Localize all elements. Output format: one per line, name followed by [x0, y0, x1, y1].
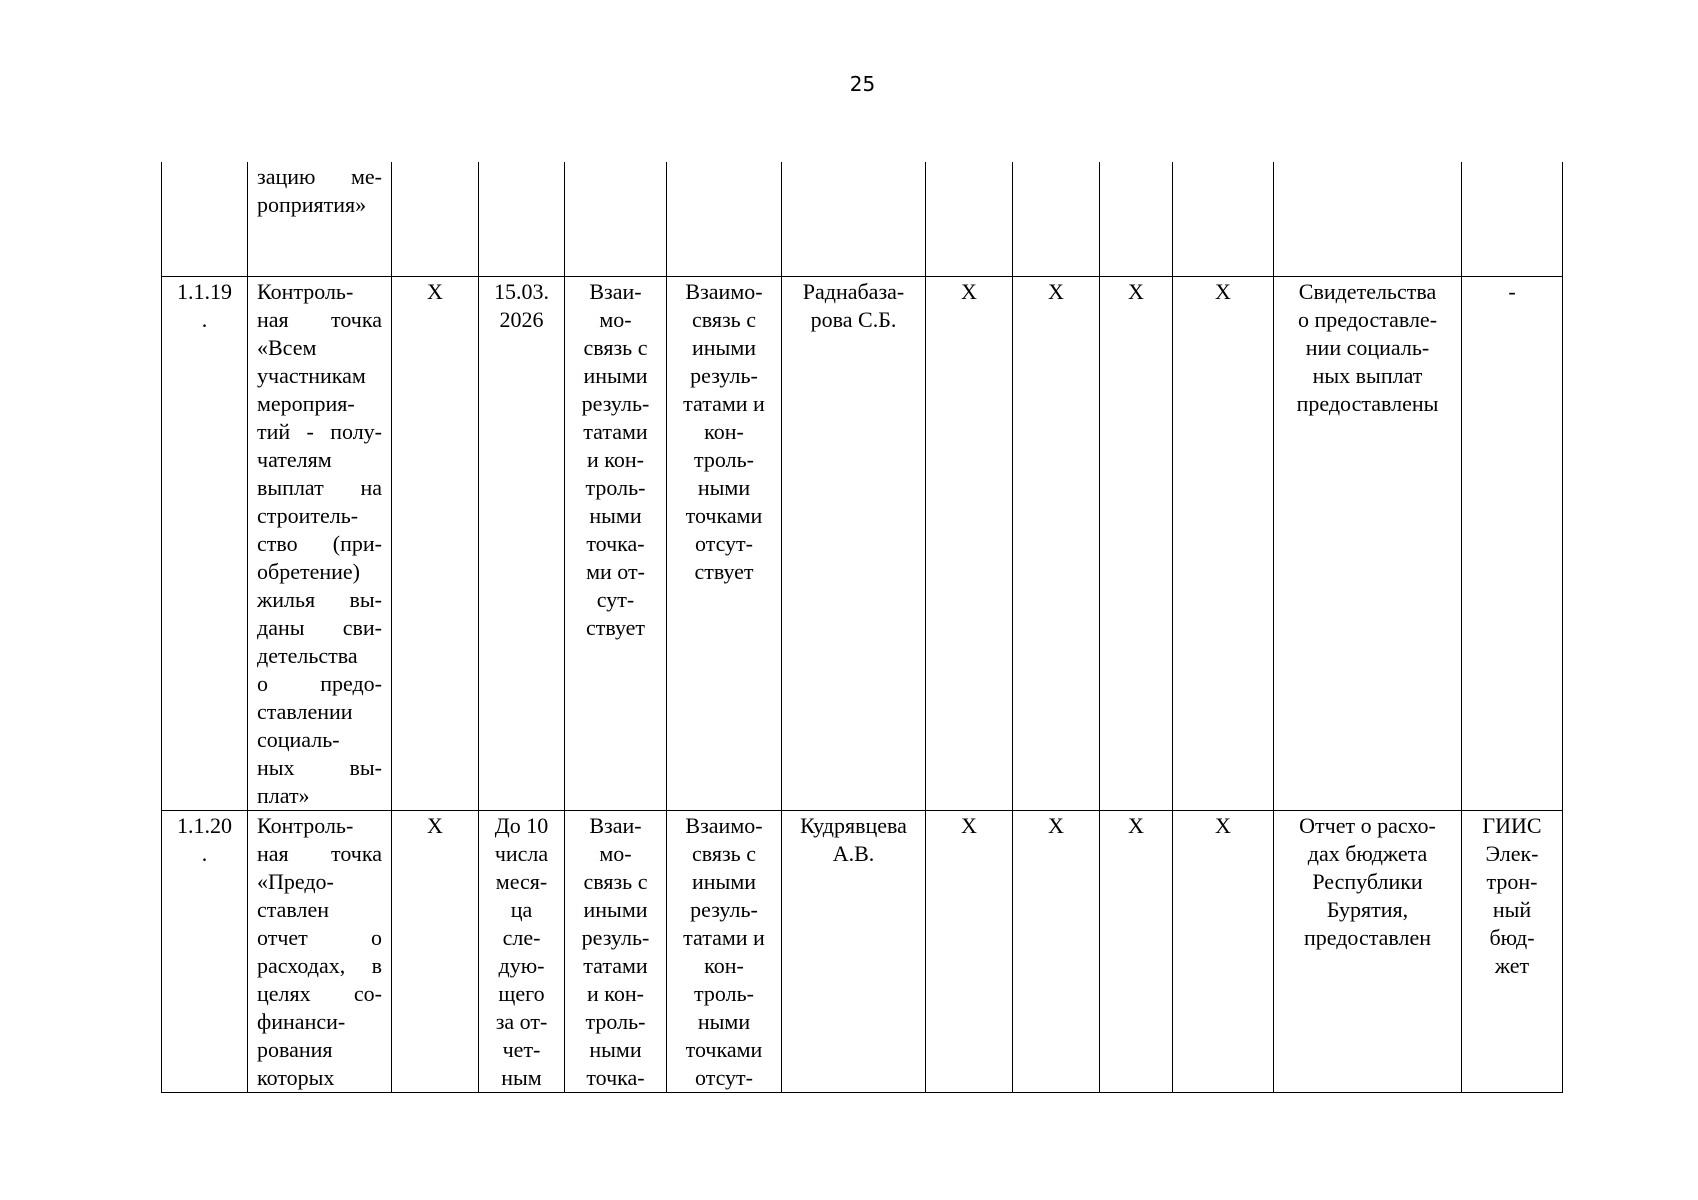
page-number: 25 [849, 72, 876, 96]
cell-link-1 [565, 162, 667, 276]
cell-responsible [782, 276, 926, 810]
cell-link-1-text: Взаи- мо- связь с иными резуль- татами и кон- троль- ными точка- [581, 812, 650, 1090]
table-row [162, 810, 1563, 1092]
name-line: о предо- [257, 670, 382, 696]
name-line: жилья вы- [257, 586, 382, 612]
cell-col10-text: X [1128, 278, 1144, 304]
cell-link-1 [565, 810, 667, 1092]
cell-col8 [926, 162, 1013, 276]
document-table [161, 162, 1563, 1093]
name-line: «Предо- [257, 868, 334, 894]
cell-number-text: 1.1.20 . [177, 812, 232, 866]
cell-col9-text: X [1048, 812, 1064, 838]
cell-result [1274, 810, 1462, 1092]
cell-date [479, 276, 565, 810]
name-line: социаль- [257, 726, 340, 752]
name-line: Контроль- [257, 812, 354, 838]
cell-col8 [926, 276, 1013, 810]
cell-col3 [392, 276, 479, 810]
cell-col8 [926, 810, 1013, 1092]
cell-date [479, 162, 565, 276]
name-line: ных вы- [257, 754, 382, 780]
cell-col11 [1173, 276, 1274, 810]
cell-responsible-text: Кудрявцева А.В. [800, 812, 907, 866]
cell-col8-text: X [961, 278, 977, 304]
cell-link-2-text: Взаимо- связь с иными резуль- татами и кон- троль- ными точками отсут- ствует [683, 278, 765, 584]
cell-date [479, 810, 565, 1092]
cell-col11-text: X [1215, 278, 1231, 304]
name-line: финанси- [257, 1008, 346, 1034]
cell-col9 [1013, 162, 1100, 276]
cell-result [1274, 162, 1462, 276]
cell-responsible-text: Раднабаза- рова С.Б. [802, 278, 905, 332]
cell-number-text: 1.1.19 . [177, 278, 232, 332]
name-line: которых [257, 1064, 335, 1090]
cell-system [1462, 162, 1563, 276]
cell-col10-text: X [1128, 812, 1144, 838]
cell-col11-text: X [1215, 812, 1231, 838]
cell-col3 [392, 162, 479, 276]
cell-system-text: - [1508, 278, 1516, 304]
cell-col11 [1173, 162, 1274, 276]
cell-col9 [1013, 276, 1100, 810]
cell-result-text: Свидетельства о предоставле- нии социаль- ных выплат предоставлены [1296, 278, 1439, 416]
name-line: «Всем [257, 334, 317, 360]
name-line: ставлен [257, 896, 330, 922]
cell-col10 [1100, 276, 1173, 810]
name-line: Контроль- [257, 278, 354, 304]
name-line: мероприя- [257, 390, 355, 416]
name-line: ство (при- [257, 530, 382, 556]
cell-col10 [1100, 810, 1173, 1092]
name-line: чателям [257, 446, 332, 472]
cell-responsible [782, 810, 926, 1092]
cell-link-2 [667, 162, 782, 276]
cell-col11 [1173, 810, 1274, 1092]
cell-date-text: До 10 числа меся- ца сле- дую- щего за от- чет- ным [494, 812, 549, 1090]
cell-link-1 [565, 276, 667, 810]
name-line: отчет о [257, 924, 382, 950]
name-line: ставлении [257, 698, 353, 724]
cell-date-text: 15.03. 2026 [494, 278, 549, 332]
cell-col8-text: X [961, 812, 977, 838]
cell-result-text: Отчет о расхо- дах бюджета Республики Бурятия, предоставлен [1299, 812, 1436, 950]
name-line: участникам [257, 362, 366, 388]
cell-link-2 [667, 810, 782, 1092]
name-line: детельства [257, 642, 358, 668]
name-line: целях со- [257, 980, 382, 1006]
table-row [162, 162, 1563, 276]
name-line: тий - полу- [257, 418, 382, 444]
cell-col3 [392, 810, 479, 1092]
name-line: обретение) [257, 558, 360, 584]
cell-link-2-text: Взаимо- связь с иными резуль- татами и кон- троль- ными точками отсут- [683, 812, 765, 1090]
cell-number [162, 276, 248, 810]
cell-name [248, 162, 392, 276]
cell-col3-text: X [427, 812, 443, 838]
cell-col9-text: X [1048, 278, 1064, 304]
cell-col10 [1100, 162, 1173, 276]
name-line: расходах, в [257, 952, 382, 978]
name-line: даны сви- [257, 614, 382, 640]
cell-system [1462, 810, 1563, 1092]
cell-system [1462, 276, 1563, 810]
cell-number [162, 810, 248, 1092]
cell-system-text: ГИИС Элек- трон- ный бюд- жет [1482, 812, 1542, 978]
cell-name [248, 276, 392, 810]
name-line: рования [257, 1036, 333, 1062]
name-line: выплат на [257, 474, 382, 500]
cell-number [162, 162, 248, 276]
cell-col9 [1013, 810, 1100, 1092]
name-line: ная точка [257, 306, 382, 332]
cell-link-2 [667, 276, 782, 810]
cell-col3-text: X [427, 278, 443, 304]
cell-responsible [782, 162, 926, 276]
document-table-wrapper [161, 162, 1563, 1093]
name-line: роприятия» [257, 192, 367, 217]
cell-link-1-text: Взаи- мо- связь с иными резуль- татами и кон- троль- ными точка- ми от- сут- ствует [581, 278, 650, 640]
name-line: плат» [257, 782, 310, 808]
name-line: зацию ме- [257, 164, 382, 189]
table-row [162, 276, 1563, 810]
cell-result [1274, 276, 1462, 810]
name-line: ная точка [257, 840, 382, 866]
cell-name [248, 810, 392, 1092]
name-line: строитель- [257, 502, 359, 528]
